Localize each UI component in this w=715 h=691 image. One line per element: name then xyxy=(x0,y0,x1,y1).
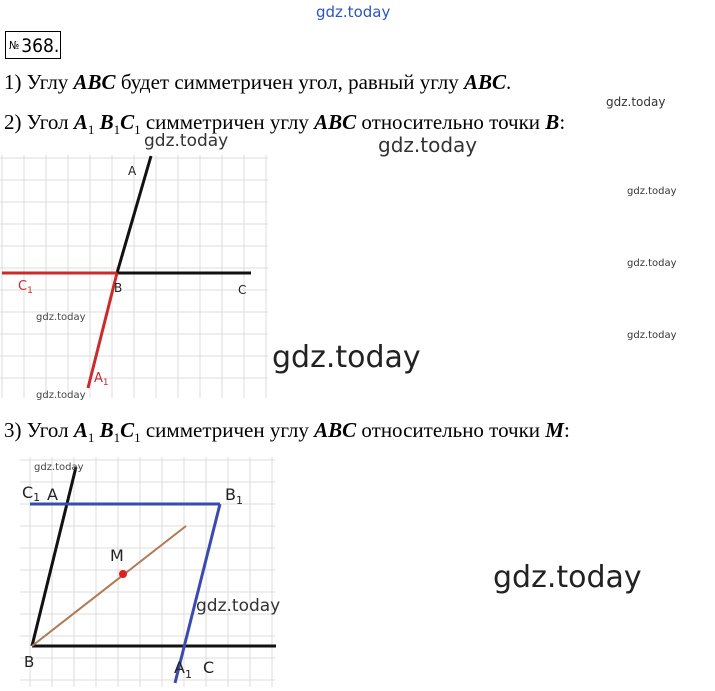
problem-number-value: 368. xyxy=(21,35,60,57)
figure-2 xyxy=(0,455,290,691)
point-m xyxy=(119,570,127,578)
label-a: A xyxy=(47,485,58,504)
text-line-3 xyxy=(4,418,570,446)
line2-prefix: 2) Угол xyxy=(4,110,69,134)
line3-sub-b: 1 xyxy=(113,430,121,446)
line1-angle-2: ABC xyxy=(463,70,506,94)
watermark: gdz.today xyxy=(36,312,86,323)
line3-end: : xyxy=(563,418,570,442)
label-b1: $B_1$ xyxy=(225,485,243,507)
header-watermark: gdz.today xyxy=(316,3,391,21)
line3-angle: ABC xyxy=(314,418,357,442)
line2-sub-b: 1 xyxy=(113,122,121,138)
label-c: C xyxy=(203,658,215,677)
line3-prefix: 3) Угол xyxy=(4,418,69,442)
label-c1: $C_1$ xyxy=(18,279,33,296)
line2-sub-a: 1 xyxy=(87,122,95,138)
segment-b1a1 xyxy=(175,504,220,683)
line2-c: C xyxy=(120,110,135,134)
line1-end: . xyxy=(506,70,512,94)
grid xyxy=(0,155,268,398)
line2-angle: ABC xyxy=(314,110,357,134)
label-m: M xyxy=(110,546,124,565)
label-c1: C1 xyxy=(22,483,41,504)
line3-c: C xyxy=(120,418,135,442)
figure-1 xyxy=(0,150,270,400)
watermark: gdz.today xyxy=(144,131,229,151)
line1-prefix: 1) Углу xyxy=(4,70,69,94)
line1-angle: ABC xyxy=(73,70,116,94)
label-b: B xyxy=(24,653,35,671)
line2-point: B xyxy=(545,110,560,134)
watermark: gdz.today xyxy=(627,330,677,341)
watermark: gdz.today xyxy=(34,462,84,473)
watermark: gdz.today xyxy=(606,95,666,109)
line3-point: M xyxy=(545,418,564,442)
number-sign: № xyxy=(9,39,20,52)
watermark: gdz.today xyxy=(196,596,281,616)
watermark: gdz.today xyxy=(36,390,86,400)
line3-middle: симметричен углу xyxy=(145,418,309,442)
label-b: B xyxy=(114,281,123,295)
text-line-1 xyxy=(4,70,511,95)
watermark: gdz.today xyxy=(627,258,677,269)
watermark: gdz.today xyxy=(272,340,421,375)
line3-a: A xyxy=(73,418,88,442)
label-a1: $A_1$ xyxy=(94,371,109,388)
line3-sub-a: 1 xyxy=(87,430,95,446)
watermark: gdz.today xyxy=(378,133,478,157)
line3-sub-c: 1 xyxy=(134,430,141,446)
line2-b: B xyxy=(99,110,114,134)
line2-end: : xyxy=(559,110,566,134)
line3-b: B xyxy=(99,418,114,442)
line2-a: A xyxy=(73,110,88,134)
label-a: A xyxy=(128,164,137,178)
grid xyxy=(20,457,275,687)
label-c: C xyxy=(238,283,247,297)
problem-number xyxy=(5,31,61,59)
text-line-2 xyxy=(4,110,565,138)
line1-middle: будет симметричен угол, равный углу xyxy=(120,70,459,94)
line2-suffix: относительно точки xyxy=(361,110,541,134)
line2-sub-c: 1 xyxy=(134,122,141,138)
line2-middle: симметричен углу xyxy=(145,110,309,134)
line3-suffix: относительно точки xyxy=(361,418,541,442)
segment-bm xyxy=(32,526,186,646)
watermark: gdz.today xyxy=(493,560,642,595)
watermark: gdz.today xyxy=(627,186,677,197)
label-a1: $A_1$ xyxy=(174,658,192,681)
